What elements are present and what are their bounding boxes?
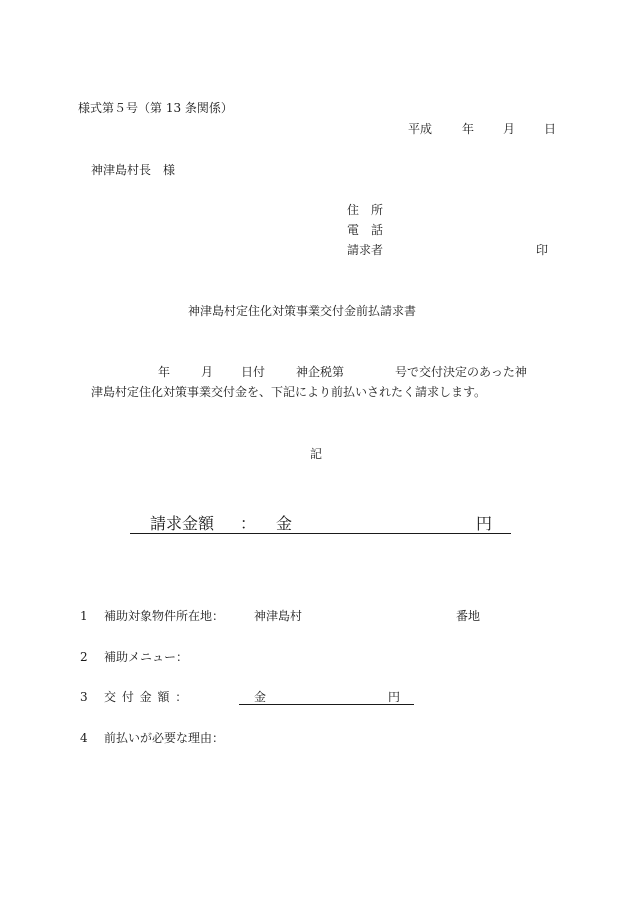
- body-year: 年: [158, 365, 171, 379]
- item-yen: 円: [388, 690, 401, 704]
- body-month: 月: [201, 365, 214, 379]
- item-kin: 金: [254, 690, 267, 704]
- body-ref-prefix: 神企税第: [296, 365, 345, 379]
- addressee: 神津島村長 様: [91, 163, 176, 177]
- item-amount-underline: [239, 704, 414, 705]
- form-number: 様式第５号（第 13 条関係）: [78, 101, 233, 115]
- date-day-label: 日: [544, 122, 557, 136]
- item-label: 交 付 金 額 ：: [104, 690, 189, 704]
- request-amount-kin: 金: [276, 514, 293, 533]
- date-year-label: 年: [462, 122, 475, 136]
- address-label: 住 所: [347, 203, 384, 217]
- body-day-dated: 日付: [241, 365, 266, 379]
- request-amount-label: 請求金額: [150, 514, 215, 533]
- item-suffix: 番地: [456, 609, 481, 623]
- item-number: 1: [80, 609, 88, 623]
- body-line-2: 津島村定住化対策事業交付金を、下記により前払いされたく請求します。: [91, 385, 487, 399]
- item-number: 3: [80, 690, 88, 704]
- date-era: 平成: [408, 122, 433, 136]
- item-number: 2: [80, 650, 88, 664]
- request-amount-yen: 円: [476, 514, 493, 533]
- item-label: 補助メニュー：: [104, 650, 189, 664]
- request-amount-colon: ：: [240, 514, 257, 533]
- seal-label: 印: [536, 243, 549, 257]
- phone-label: 電 話: [347, 223, 384, 237]
- ki-heading: 記: [310, 447, 323, 461]
- item-value: 神津島村: [254, 609, 303, 623]
- item-number: 4: [80, 731, 88, 745]
- document-title: 神津島村定住化対策事業交付金前払請求書: [188, 304, 417, 318]
- request-amount-underline: [130, 533, 511, 534]
- item-label: 補助対象物件所在地：: [104, 609, 225, 623]
- body-ref-suffix: 号で交付決定のあった神: [395, 365, 527, 379]
- claimant-label: 請求者: [347, 243, 384, 257]
- date-month-label: 月: [503, 122, 516, 136]
- item-label: 前払いが必要な理由：: [104, 731, 225, 745]
